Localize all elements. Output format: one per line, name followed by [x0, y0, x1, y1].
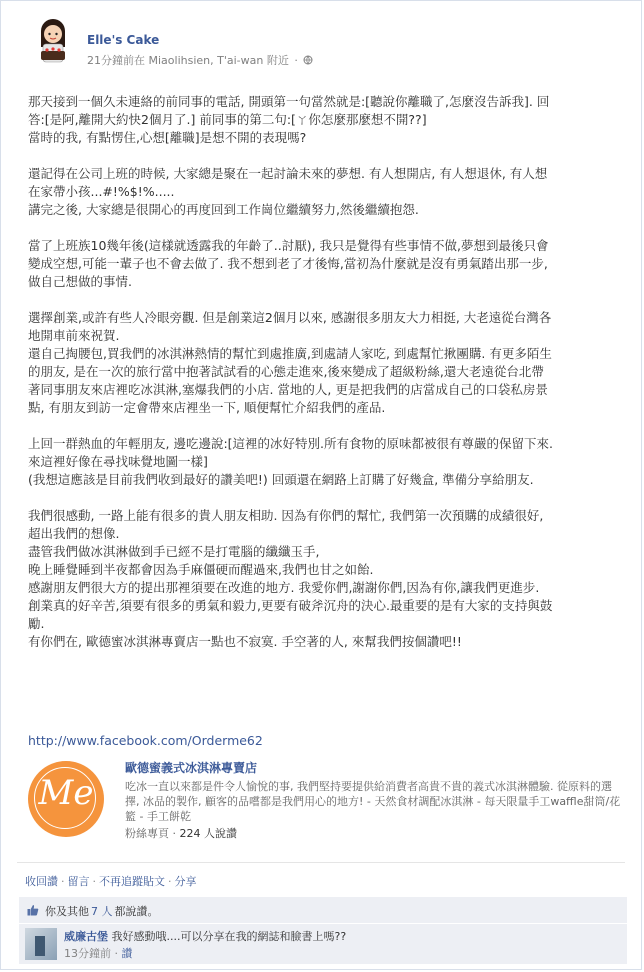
message-line: 講完之後, 大家總是很開心的再度回到工作崗位繼續努力,然後繼續抱怨. [28, 202, 419, 217]
message-line: 還自己掏腰包,買我們的冰淇淋熱情的幫忙到處推廣,到處請人家吃, 到處幫忙揪團購. 有更多陌生 [28, 346, 552, 361]
comment-text: 我好感動哦....可以分享在我的網誌和臉書上嗎?? [111, 930, 347, 943]
message-line: 晚上睡覺睡到半夜都會因為手麻僵硬而醒過來,我們也甘之如飴. [28, 562, 374, 577]
message-line: 來這裡好像在尋找味覺地圖一樣] [28, 454, 208, 469]
message-line: 地開車前來祝賀. [28, 328, 120, 343]
meta-separator: · [294, 54, 298, 67]
section-divider [17, 862, 625, 863]
message-line: 做自己想做的事情. [28, 274, 132, 289]
message-line: 上回一群熱血的年輕朋友, 邊吃邊說:[這裡的冰好特別.所有食物的原味都被很有尊嚴的保留下來. [28, 436, 553, 451]
message-line: 當時的我, 有點愣住,心想[離職]是想不開的表現嗎? [28, 130, 307, 145]
message-line: 在家帶小孩...#!%$!%..... [28, 184, 175, 199]
comment-item [19, 924, 627, 964]
post-message [28, 93, 628, 669]
post-time[interactable]: 21分鐘前在 [87, 54, 145, 67]
message-line: 我們很感動, 一路上能有很多的貴人朋友相助. 因為有你們的幫忙, 我們第一次預購的成績很好, [28, 508, 544, 523]
message-line: 答:[是阿,離開大約快2個月了.] 前同事的第二句:[ㄚ你怎麼那麼想不開??] [28, 112, 427, 127]
commenter-avatar[interactable] [25, 928, 57, 960]
message-paragraph [28, 93, 628, 147]
message-paragraph [28, 165, 628, 219]
thumbs-up-icon [27, 904, 39, 916]
message-line: 當了上班族10幾年後(這樣就透露我的年齡了..討厭), 我只是覺得有些事情不做,夢想到最後只會 [28, 238, 549, 253]
action-separator: · [61, 875, 65, 888]
action-separator: · [168, 875, 172, 888]
message-line: 盡管我們做冰淇淋做到手已經不是打電腦的纖纖玉手, [28, 544, 320, 559]
post-location[interactable]: Miaolihsien, T'ai-wan 附近 [148, 54, 289, 67]
message-line: 變成空想,可能一輩子也不會去做了. 我不想到老了才後悔,當初為什麼就是沒有勇氣踏出那一步, [28, 256, 548, 271]
likes-suffix: 都說讚。 [114, 905, 159, 918]
likes-summary [45, 903, 159, 919]
page-attachment [28, 759, 628, 844]
unfollow-link[interactable]: 不再追蹤貼文 [99, 875, 165, 888]
page-description: 吃冰一直以來都是件令人愉悅的事, 我們堅持要提供給消費者高貴不貴的義式冰淇淋體驗. 從原料的選擇, 冰品的製作, 顧客的品嚐都是我們用心的地方! - 天然食材調配冰淇淋 - 每天限量手工waffle甜筒/花籃 - 手工餅乾 [125, 780, 621, 823]
page-logo[interactable] [28, 761, 104, 837]
message-line: 還記得在公司上班的時候, 大家總是聚在一起討論未來的夢想. 有人想開店, 有人想退休, 有人想 [28, 166, 548, 181]
message-line: 點, 有朋友到訪一定會帶來店裡坐一下, 順便幫忙介紹我們的產品. [28, 400, 386, 415]
comment-link[interactable]: 留言 [67, 875, 90, 888]
comment-like-link[interactable]: 讚 [121, 947, 133, 960]
logo-mark: Me [38, 773, 94, 813]
likers-link[interactable]: 7 人 [91, 905, 113, 918]
post-actions [25, 873, 197, 889]
share-link[interactable]: 分享 [174, 875, 197, 888]
message-paragraph [28, 507, 628, 651]
profile-avatar[interactable] [27, 15, 79, 67]
message-line: 感謝朋友們很大方的提出那裡須要在改進的地方. 我愛你們,謝謝你們,因為有你,讓我們更進步. [28, 580, 540, 595]
comment-separator: · [114, 947, 118, 960]
globe-icon[interactable] [303, 55, 313, 65]
page-type-label: 粉絲專頁 · [125, 827, 176, 840]
message-line: 的朋友, 是在一次的旅行當中抱著試試看的心態走進來,後來變成了超級粉絲,還大老遠從台北帶 [28, 364, 544, 379]
message-line: 有你們在, 歐德蜜冰淇淋專賣店一點也不寂寞. 手空著的人, 來幫我們按個讚吧!! [28, 634, 462, 649]
message-paragraph [28, 237, 628, 291]
page-name-link[interactable]: 歐德蜜義式冰淇淋專賣店 [125, 761, 258, 775]
page-fans [125, 825, 237, 841]
commenter-name[interactable]: 威廉古堡 [64, 930, 108, 943]
comment-meta [64, 945, 133, 961]
message-line: 選擇創業,或許有些人冷眼旁觀. 但是創業這2個月以來, 感謝很多朋友大力相挺, 大老遠從台灣各 [28, 310, 552, 325]
message-line: 那天接到一個久未連絡的前同事的電話, 開頭第一句當然就是:[聽說你離職了,怎麼沒告訴我]. 回 [28, 94, 550, 109]
message-line: 超出我們的想像. [28, 526, 120, 541]
action-separator: · [92, 875, 96, 888]
comment-body [64, 928, 346, 944]
message-line: 著同事朋友來店裡吃冰淇淋,塞爆我們的小店. 當地的人, 更是把我們的店當成自己的口袋私房景 [28, 382, 548, 397]
unlike-link[interactable]: 收回讚 [25, 875, 58, 888]
message-paragraph [28, 309, 628, 417]
message-paragraph [28, 435, 628, 489]
message-line: (我想這應該是目前我們收到最好的讚美吧!) 回頭還在網路上訂購了好幾盒, 準備分享給朋友. [28, 472, 534, 487]
author-name[interactable]: Elle's Cake [87, 33, 160, 47]
message-line: 勵. [28, 616, 45, 631]
page-like-count: 224 人說讚 [179, 827, 237, 840]
likes-prefix: 你及其他 [45, 905, 89, 918]
shared-link[interactable]: http://www.facebook.com/Orderme62 [28, 733, 263, 748]
post-header [27, 15, 627, 71]
post-meta [87, 52, 313, 68]
message-line: 創業真的好辛苦,須要有很多的勇氣和毅力,更要有破斧沉舟的決心.最重要的是有大家的支持與鼓 [28, 598, 553, 613]
avatar-figure [35, 936, 45, 956]
comment-time[interactable]: 13分鐘前 [64, 947, 111, 960]
likes-bar [19, 897, 627, 923]
